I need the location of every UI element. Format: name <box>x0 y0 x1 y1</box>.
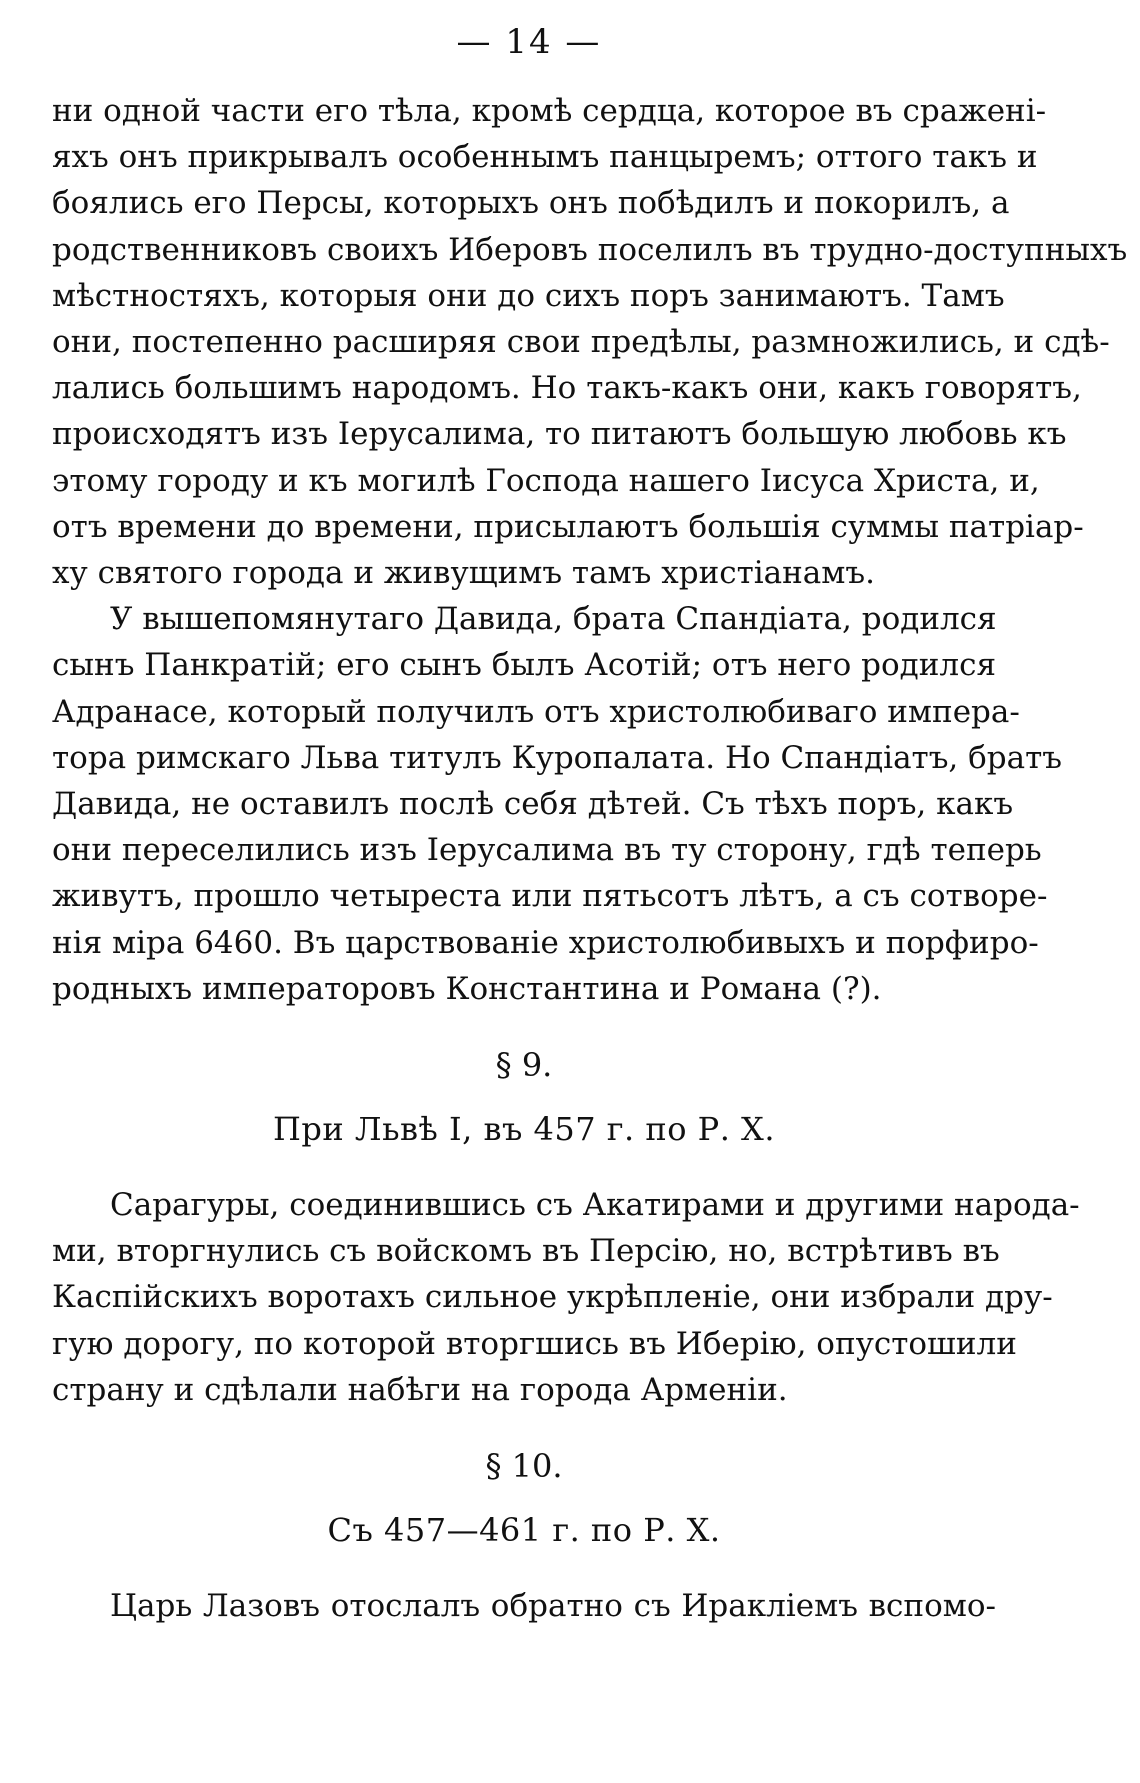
text-line: нiя мiра 6460. Въ царствованiе христолюбивыхъ и порфиро- <box>52 924 1039 961</box>
section-9-title: При Львѣ I, въ 457 г. по Р. Х. <box>273 1110 775 1149</box>
text-line: ху святого города и живущимъ тамъ христiанамъ. <box>52 555 875 592</box>
section-10-mark: § 10. <box>485 1447 563 1486</box>
text-line: мѣстностяхъ, которыя они до сихъ поръ занимаютъ. Тамъ <box>52 277 1005 314</box>
text-line: Каспiйскихъ воротахъ сильное укрѣпленiе, они избрали дру- <box>52 1279 1053 1316</box>
text-line: Сарагуры, соединившись съ Акатирами и другими народа- <box>110 1187 1080 1224</box>
text-line: Давида, не оставилъ послѣ себя дѣтей. Съ тѣхъ поръ, какъ <box>52 786 1014 823</box>
text-line: боялись его Персы, которыхъ онъ побѣдилъ и покорилъ, а <box>52 185 1010 222</box>
section-9-mark: § 9. <box>495 1046 553 1085</box>
text-line: этому городу и къ могилѣ Господа нашего Iисуса Христа, и, <box>52 462 1040 499</box>
text-line: они переселились изъ Iерусалима въ ту сторону, гдѣ теперь <box>52 832 1042 869</box>
text-line: живутъ, прошло четыреста или пятьсотъ лѣтъ, а съ сотворе- <box>52 878 1048 915</box>
text-line: лались большимъ народомъ. Но такъ-какъ они, какъ говорятъ, <box>52 370 1082 407</box>
text-line: тора римскаго Льва титулъ Куропалата. Но Спандiатъ, братъ <box>52 739 1062 776</box>
text-line: ни одной части его тѣла, кромѣ сердца, которое въ сраженi- <box>52 93 1047 129</box>
text-line: отъ времени до времени, присылаютъ большiя суммы патрiар- <box>52 508 1084 545</box>
document-page <box>52 22 1128 1629</box>
text-line: гую дорогу, по которой вторгшись въ Иберiю, опустошили <box>52 1325 1017 1362</box>
text-line: сынъ Панкратiй; его сынъ былъ Асотiй; отъ него родился <box>52 647 996 684</box>
text-line: страну и сдѣлали набѣги на города Арменiи. <box>52 1371 788 1408</box>
text-line: Адранасе, который получилъ отъ христолюбиваго импера- <box>52 693 1020 730</box>
text-line: родственниковъ своихъ Иберовъ поселилъ въ трудно-доступныхъ <box>52 231 1128 268</box>
text-line: они, постепенно расширяя свои предѣлы, размножились, и сдѣ- <box>52 324 1110 361</box>
paragraph-4 <box>52 1583 996 1629</box>
paragraph-2 <box>52 596 1062 1012</box>
paragraph-3 <box>52 1182 1080 1413</box>
section-10-title: Съ 457—461 г. по Р. Х. <box>327 1511 721 1550</box>
text-line: яхъ онъ прикрывалъ особеннымъ панцыремъ; оттого такъ и <box>52 139 1038 176</box>
paragraph-1 <box>52 88 1128 596</box>
text-line: родныхъ императоровъ Константина и Романа (?). <box>52 970 882 1007</box>
page-number: — 14 — <box>456 22 602 62</box>
text-line: происходятъ изъ Iерусалима, то питаютъ большую любовь къ <box>52 416 1067 453</box>
text-line: ми, вторгнулись съ войскомъ въ Персiю, но, встрѣтивъ въ <box>52 1233 1000 1270</box>
text-line: Царь Лазовъ отослалъ обратно съ Иракліемъ вспомо- <box>110 1588 996 1625</box>
text-line: У вышепомянутаго Давида, брата Спандiата, родился <box>110 601 997 638</box>
